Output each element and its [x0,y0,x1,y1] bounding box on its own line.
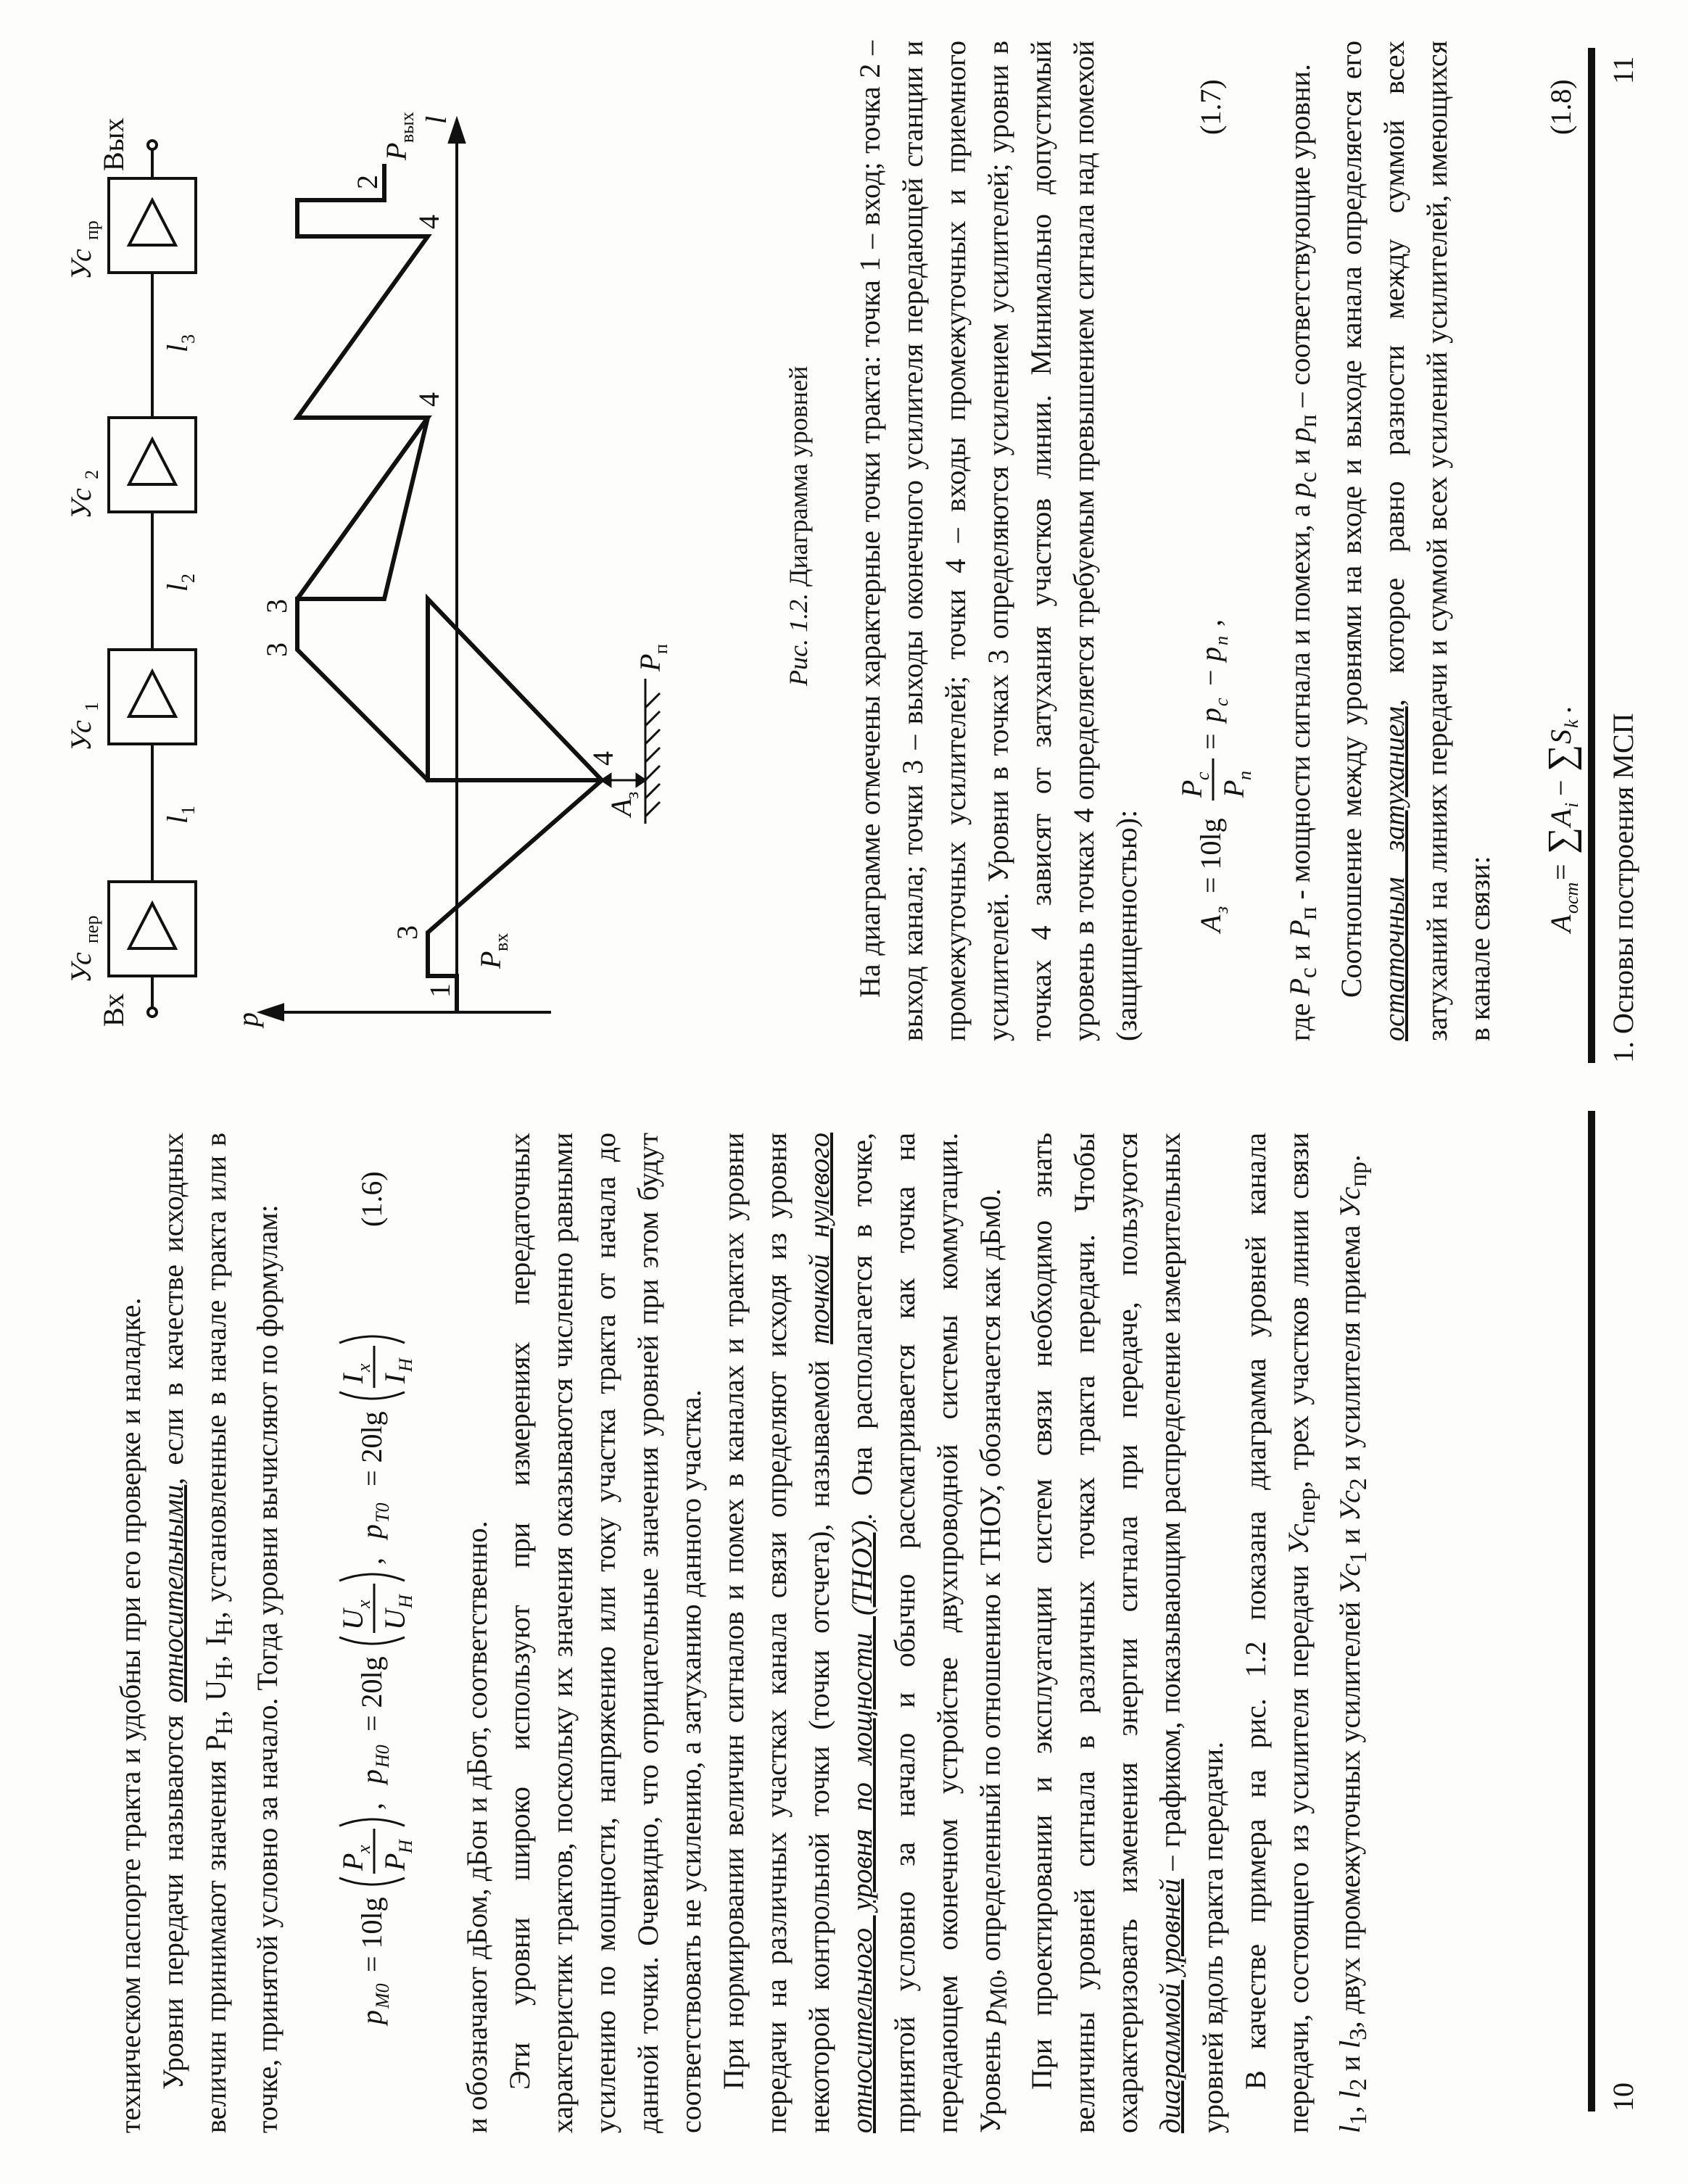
svg-text:P: P [378,1853,411,1871]
page-11-text [848,41,1617,1041]
formula-1-8 [1501,41,1617,1041]
svg-text:Н: Н [395,1840,416,1853]
paragraph: При нормировании величин сигналов и помех в каналах и трактах уровни передачи на различных участках канала связи определяют исходя из уровня некоторой контрольной точки (точки отсчета), называемой точкой нулевого относительного уровня по мощности (ТНОУ). Она располагается в точке, принятой условно за начало и обычно рассматривается как точка на передающем оконечном устройстве двухпроводной системы коммутации. Уровень $p_{М0}$, определенный по отношению к ТНОУ, обозначается как дБм0. [717,1133,1012,2133]
svg-text:c: c [1211,698,1232,706]
formula-1-7-graphic [1148,41,1278,1041]
paragraph: При проектировании и эксплуатации систем связи необходимо знать величины уровней сигнала в различных точках тракта передачи. Чтобы охарактеризовать изменения энергии сигнала при передаче, пользуются диаграммой уровней – графиком, показывающим распределение измерительных уровней вдоль тракта передачи. [1025,1133,1229,2133]
svg-text:1: 1 [423,983,456,998]
figure-caption: Рис. 1.2. Диаграмма уровней [784,365,813,686]
svg-text:P: P [474,951,507,969]
formula-1-7 [1148,41,1278,1041]
svg-text:P: P [634,653,666,671]
svg-text:п: п [1234,771,1255,780]
svg-text:з: з [1211,906,1232,914]
formula-1-6 [289,1133,455,2133]
svg-text:вых: вых [397,112,418,143]
running-title: 1. Основы построения МСП [1607,713,1639,1063]
svg-text:x: x [353,1363,374,1372]
svg-text:A: A [605,798,637,816]
svg-text:P: P [380,142,413,160]
svg-text:Ус: Ус [65,488,97,519]
formula-1-6-graphic [289,1133,455,2133]
term-level-diagram: диаграммой уровней [1154,1879,1186,2133]
svg-text:l: l [161,815,194,824]
svg-text:з: з [621,791,642,799]
paragraph: техническом паспорте тракта и удобны при его проверке и наладке. [114,1297,146,2133]
svg-text:=: = [1194,733,1227,750]
input-label: Вх [97,993,130,1027]
svg-text:P: P [336,1853,369,1871]
svg-text:∑: ∑ [1541,744,1582,772]
page-10-text [109,1133,1380,2133]
svg-text:p: p [1194,708,1227,722]
svg-text:3: 3 [391,925,423,940]
svg-text:p: p [231,1012,264,1027]
svg-text:p: p [1194,647,1227,661]
paragraph: где $P_c$ и $P_п$ - мощности сигнала и помехи, а $p_c$ и $p_п$ – соответствующие уровни. [1283,64,1322,1041]
svg-text:x: x [353,1600,374,1608]
svg-text:Ус: Ус [65,249,97,280]
term-relative: относительными [157,1484,189,1703]
svg-text:U: U [378,1609,411,1630]
svg-text:3: 3 [260,599,293,613]
svg-text:I: I [336,1373,369,1383]
svg-text:k: k [1561,719,1582,728]
svg-text:c: c [1192,772,1213,780]
svg-text:.: . [1544,706,1577,713]
svg-text:4: 4 [413,215,445,229]
svg-text:3: 3 [178,334,199,344]
svg-text:P: P [1217,779,1250,798]
svg-text:2: 2 [81,470,102,479]
paragraph: Эти уровни широко используют при измерениях передаточных характеристик трактов, поскольку их значения оказываются численно равными усилению по мощности, напряжению или току участка тракта от начала до данной точки. Очевидно, что отрицательные значения уровней при этом будут соответствовать не усилению, а затуханию данного участка. [503,1133,707,2133]
svg-text:l: l [161,344,194,352]
svg-text:= 10lg: = 10lg [355,1897,388,1972]
svg-text:,: , [1194,619,1227,626]
svg-text:4: 4 [587,751,619,766]
svg-text:A: A [1544,914,1577,932]
formula-1-6-number: (1.6) [355,1171,388,1227]
svg-text:A: A [1544,808,1577,827]
svg-text:=: = [1544,864,1577,880]
svg-text:п: п [650,644,671,654]
page-number: 10 [1607,2082,1639,2111]
term-tnou: точкой нулевого относительного уровня по мощности (ТНОУ) [803,1133,878,2133]
svg-text:−: − [1544,779,1577,796]
svg-text:−: − [1194,669,1227,686]
svg-text:P: P [1175,779,1208,798]
svg-text:1: 1 [81,702,102,711]
svg-text:п: п [1211,636,1232,645]
term-residual-attenuation: остаточным затуханием [1378,706,1410,1041]
svg-text:4: 4 [413,392,445,407]
svg-text:= 20lg: = 20lg [355,1656,388,1732]
svg-text:= 10lg: = 10lg [1194,818,1227,893]
svg-text:ост: ост [1561,882,1582,914]
svg-text:Ус: Ус [65,952,97,983]
svg-text:Н0: Н0 [372,1745,393,1768]
svg-text:∑: ∑ [1541,827,1582,854]
svg-text:U: U [336,1609,369,1630]
svg-text:I: I [378,1373,411,1383]
svg-text:p: p [355,1524,388,1539]
svg-text:пер: пер [81,915,102,943]
svg-text:l: l [420,115,452,124]
output-label: Вых [97,117,130,171]
svg-text:S: S [1544,729,1577,744]
svg-text:Ус: Ус [65,720,97,751]
svg-text:3: 3 [260,642,293,657]
svg-text:2: 2 [351,175,384,189]
svg-text:i: i [1561,802,1582,808]
svg-text:,: , [355,1803,388,1810]
svg-text:,: , [355,1558,388,1565]
svg-text:= 20lg: = 20lg [355,1411,388,1486]
svg-text:A: A [1194,914,1227,932]
svg-text:p: p [355,2010,388,2024]
paragraph: Уровни передачи называются относительными, если в качестве исходных величин принимают значения $P_Н$, $U_Н$, $I_Н$, установленные в начале тракта или в точке, принятой условно за начало. Тогда уровни вычисляют по формулам: [157,1132,284,2133]
footer-rule [1588,1111,1595,2111]
formula-1-8-number: (1.8) [1544,79,1577,135]
paragraph: В качестве примера на рис. 1.2 показана диаграмма уровней канала передачи, состоящего из усилителя передачи $Ус_{пер}$, трех участков линии связи $l_1$, $l_2$ и $l_3$, двух промежуточных усилителей $Ус_1$ и $Ус_2$ и усилителя приема $Ус_{пр}$. [1239,1133,1372,2133]
svg-text:p: p [355,1769,388,1784]
svg-text:2: 2 [178,574,199,583]
paragraph: Соотношение между уровнями на входе и выходе канала определяется его остаточным затуханием, которое равно разности между суммой всех затуханий на линиях передачи и суммой всех усилений усилителей, имеющихся в канале связи: [1335,41,1496,1041]
formula-1-7-number: (1.7) [1194,79,1227,135]
svg-text:вх: вх [491,932,512,951]
level-diagram-figure [22,26,747,1041]
footer-rule [1588,48,1595,1063]
paragraph: На диаграмме отмечены характерные точки тракта: точка 1 – вход; точка 2 – выход канала; точки 3 – выходы оконечного усилителя передающей станции и промежуточных усилителей; точки 4 – входы промежуточных и приемного усилителей. Уровни в точках 3 определяются усилением усилителей; уровни в точках 4 зависят от затухания участков линии. Минимально допустимый уровень в точках 4 определяется требуемым превышением сигнала над помехой (защищенностью): [853,41,1143,1041]
svg-text:М0: М0 [372,1983,393,2009]
svg-text:Н: Н [395,1594,416,1608]
paragraph: и обозначают дБом, дБон и дБот, соответственно. [460,1521,493,2133]
page-number: 11 [1607,56,1639,84]
svg-text:пр: пр [81,220,102,240]
formula-1-8-graphic [1501,41,1617,1041]
page-10 [0,1092,1688,2184]
svg-text:Н: Н [395,1358,416,1372]
svg-text:Т0: Т0 [372,1502,393,1523]
svg-text:1: 1 [178,806,199,815]
svg-text:l: l [161,583,194,592]
svg-text:x: x [353,1845,374,1853]
